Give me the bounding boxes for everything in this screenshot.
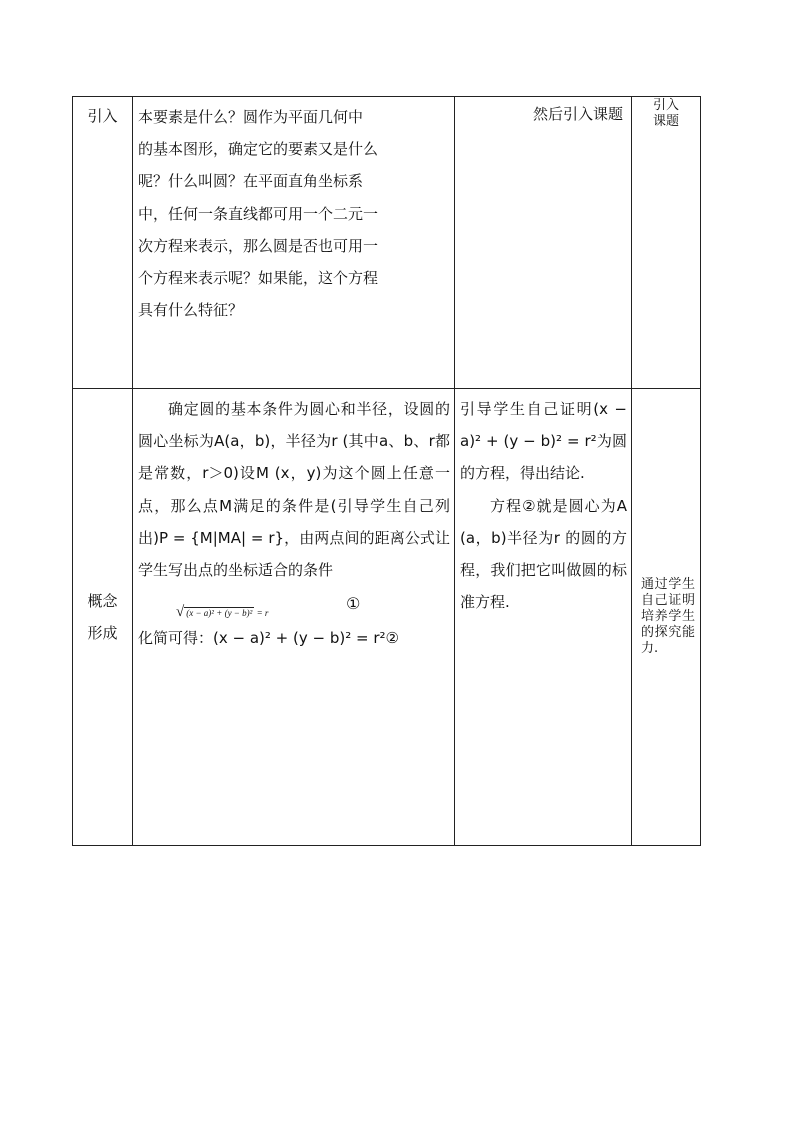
- design-intent-introduction: [632, 97, 701, 389]
- sqrt-formula: [176, 596, 268, 629]
- distance-formula: [138, 586, 450, 622]
- teacher-paragraph-2: 方程②就是圆心为A (a，b)半径为r 的圆的方程，我们把它叫做圆的标准方程.: [460, 496, 627, 612]
- content-introduction: [133, 97, 455, 389]
- simplified-equation: 化简可得：(x − a)² + (y − b)² = r²②: [138, 629, 399, 648]
- intent-line: 引入: [652, 98, 679, 113]
- equation-mark-1: ①: [346, 594, 361, 614]
- content-line: 个方程来表示呢？如果能，这个方程: [138, 269, 379, 288]
- stage-label-concept: [73, 389, 133, 846]
- intent-line: 课题: [652, 114, 679, 129]
- concept-paragraph: 确定圆的基本条件为圆心和半径，设圆的圆心坐标为A(a，b)，半径为r (其中a、b、r都是常数，r＞0)设M (x，y)为这个圆上任意一点，那么点M满足的条件是(引导学生自己列出)P = {M|MA| = r}，由两点间的距离公式让学生写出点的坐标适合的条件: [138, 400, 450, 580]
- content-line: 的基本图形，确定它的要素又是什么: [138, 140, 379, 159]
- content-line: 具有什么特征？: [138, 301, 244, 320]
- label-line: 形成: [87, 624, 118, 642]
- teacher-paragraph-1: 引导学生自己证明(x − a)² + (y − b)² = r²为圆的方程，得出结论.: [460, 400, 627, 483]
- design-intent-concept: 通过学生自己证明培养学生的探究能力.: [632, 389, 701, 846]
- teacher-activity-concept: [455, 389, 632, 846]
- radical-sign: √: [176, 604, 185, 621]
- table-row-concept: [73, 389, 701, 846]
- content-line: 本要素是什么？圆作为平面几何中: [138, 108, 364, 126]
- teacher-activity-introduction: 然后引入课题: [455, 97, 632, 389]
- content-concept: [133, 389, 455, 846]
- label-line: 概念: [87, 592, 118, 610]
- stage-label-introduction: 引入: [73, 97, 133, 389]
- content-line: 次方程来表示，那么圆是否也可用一: [138, 236, 379, 255]
- formula-rhs: = r: [256, 608, 269, 619]
- content-line: 中，任何一条直线都可用一个二元一: [138, 204, 379, 223]
- formula-radicand: (x − a)² + (y − b)²: [186, 608, 253, 619]
- content-line: 呢？什么叫圆？在平面直角坐标系: [138, 172, 364, 191]
- table-row-introduction: [73, 97, 701, 389]
- lesson-plan-table: [72, 96, 701, 846]
